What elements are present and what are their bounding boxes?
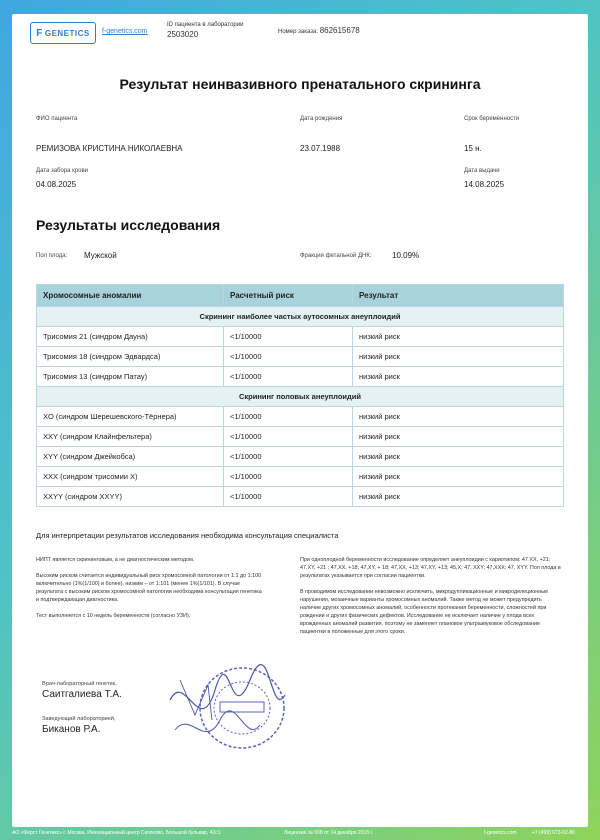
table-row [37, 467, 564, 487]
result-cell: низкий риск [353, 407, 564, 427]
footer-site[interactable]: f-genetics.com [484, 830, 517, 836]
stamp-signature-image [160, 660, 290, 760]
issue-date-value: 14.08.2025 [464, 180, 505, 189]
draw-date-label: Дата забора крови [36, 168, 88, 174]
table-row [37, 327, 564, 347]
doc1-name: Саитгалиева Т.А. [42, 689, 122, 700]
anomaly-cell: Трисомия 18 (синдром Эдвардса) [37, 347, 224, 367]
table-row [37, 487, 564, 507]
risk-cell: <1/10000 [224, 467, 353, 487]
note-paragraph: При одноплодной беременности исследование определяет анеуплоидии с кариотипом: 47 XX, +21; 47,XY, +21 ; 47,XX, +18; 47,XY, + 18; 47,XX, +13; 47,XY, +13; 45,X; 47, XXY; 47,XXX; 47, XYY. Пол плода в результатах указывается при согласии пациентки. [300, 557, 561, 579]
term-value: 15 н. [464, 144, 482, 153]
table-row [37, 367, 564, 387]
footer-license: Лицензия № 008 от 14 декабря 2018 г. [284, 830, 373, 836]
result-cell: низкий риск [353, 467, 564, 487]
lab-id-value: 2503020 [167, 30, 199, 39]
result-cell: низкий риск [353, 427, 564, 447]
note-paragraph: НИПТ является скрининговым, а не диагностическим методом. [36, 557, 195, 563]
result-cell: низкий риск [353, 367, 564, 387]
footer-phone: +7 (499) 673-02-80 [532, 830, 575, 836]
draw-date-value: 04.08.2025 [36, 180, 77, 189]
site-link[interactable]: f-genetics.com [102, 28, 148, 35]
name-label: ФИО пациента [36, 116, 78, 122]
page-title: Результат неинвазивного пренатального скрининга [119, 76, 481, 92]
doc2-role: Заведующий лабораторией, [42, 716, 116, 722]
lab-id [167, 22, 243, 39]
consult-note: Для интерпретации результатов исследования необходима консультация специалиста [36, 531, 339, 540]
col-header-result: Результат [353, 285, 564, 307]
risk-cell: <1/10000 [224, 347, 353, 367]
anomaly-cell: XXY (синдром Клайнфельтера) [37, 427, 224, 447]
results-title: Результаты исследования [36, 217, 221, 233]
table-row [37, 427, 564, 447]
order-value: 862615678 [319, 26, 360, 35]
section-autosomal: Скрининг наиболее частых аутосомных анеуплоидий [37, 307, 564, 327]
notes-right [300, 556, 564, 636]
anomaly-cell: XO (синдром Шерешевского-Тёрнера) [37, 407, 224, 427]
doc2-name: Биканов Р.А. [42, 724, 101, 735]
notes-left [36, 556, 264, 620]
sex-label: Пол плода: [36, 253, 68, 259]
risk-cell: <1/10000 [224, 427, 353, 447]
table-row [37, 347, 564, 367]
fraction-value: 10.09% [392, 251, 420, 260]
risk-cell: <1/10000 [224, 407, 353, 427]
anomaly-cell: Трисомия 13 (синдром Патау) [37, 367, 224, 387]
risk-cell: <1/10000 [224, 447, 353, 467]
table-row [37, 407, 564, 427]
risk-cell: <1/10000 [224, 327, 353, 347]
anomaly-cell: XXYY (синдром XXYY) [37, 487, 224, 507]
company-logo [30, 22, 96, 44]
anomaly-cell: Трисомия 21 (синдром Дауна) [37, 327, 224, 347]
section-row [37, 307, 564, 327]
anomaly-cell: XXX (синдром трисомии X) [37, 467, 224, 487]
section-sex-chromosome: Скрининг половых анеуплоидий [37, 387, 564, 407]
note-paragraph: В проводимом исследовании невозможно исключить, микродупликационные и микроделеционные нарушения, мозаичные варианты хромосомных аномалий. Также метод не может предупредить наличие других хромосомных аномалий, особенности протекания беременности, сложностей при рождении и других физических дефектов. Исследование не исключает наличие у плода всех врожденных аномалий развития, поэтому не заменяет плановое ультразвуковое обследование пациентки в положенные для этого сроки. [300, 589, 549, 635]
logo-letter: F [36, 27, 43, 39]
fraction-label: Фракция фетальной ДНК: [300, 253, 372, 259]
result-cell: низкий риск [353, 447, 564, 467]
issue-date-label: Дата выдачи [464, 168, 500, 174]
order-number [278, 26, 360, 35]
risk-cell: <1/10000 [224, 367, 353, 387]
lab-id-label: ID пациента в лаборатории [167, 22, 244, 28]
result-cell: низкий риск [353, 327, 564, 347]
note-paragraph: Высоким риском считается индивидуальный риск хромосомной патологии от 1:1 до 1:100 включительно (1%(1/100) и более), низким – от 1:101 (менее 1%(1/101). В случае результата с высоким риском хромосомной патологии необходима консультация генетика и подтверждающая диагностика. [36, 573, 262, 603]
note-paragraph: Тест выполняется с 10 недель беременности (согласно УЗИ). [36, 613, 191, 619]
col-header-anomaly: Хромосомные аномалии [37, 285, 224, 307]
doc1-role: Врач-лабораторный генетик, [42, 681, 117, 687]
dob-label: Дата рождения [300, 116, 343, 122]
table-header-row [37, 285, 564, 307]
table-row [37, 447, 564, 467]
term-label: Срок беременности [464, 116, 520, 122]
footer-address: АО «Ферст Генетикс» г. Москва, Инновационный центр Сколково, Большой бульвар, 42с1 [12, 830, 221, 836]
risk-cell: <1/10000 [224, 487, 353, 507]
col-header-risk: Расчетный риск [224, 285, 353, 307]
report-header [30, 22, 570, 48]
section-row [37, 387, 564, 407]
results-table [36, 284, 564, 507]
anomaly-cell: XYY (синдром Джейкобса) [37, 447, 224, 467]
name-value: РЕМИЗОВА КРИСТИНА НИКОЛАЕВНА [36, 144, 183, 153]
result-cell: низкий риск [353, 347, 564, 367]
result-cell: низкий риск [353, 487, 564, 507]
order-label: Номер заказа: [278, 29, 319, 35]
dob-value: 23.07.1988 [300, 144, 341, 153]
sex-value: Мужской [84, 251, 117, 260]
logo-text: GENETICS [44, 28, 90, 38]
